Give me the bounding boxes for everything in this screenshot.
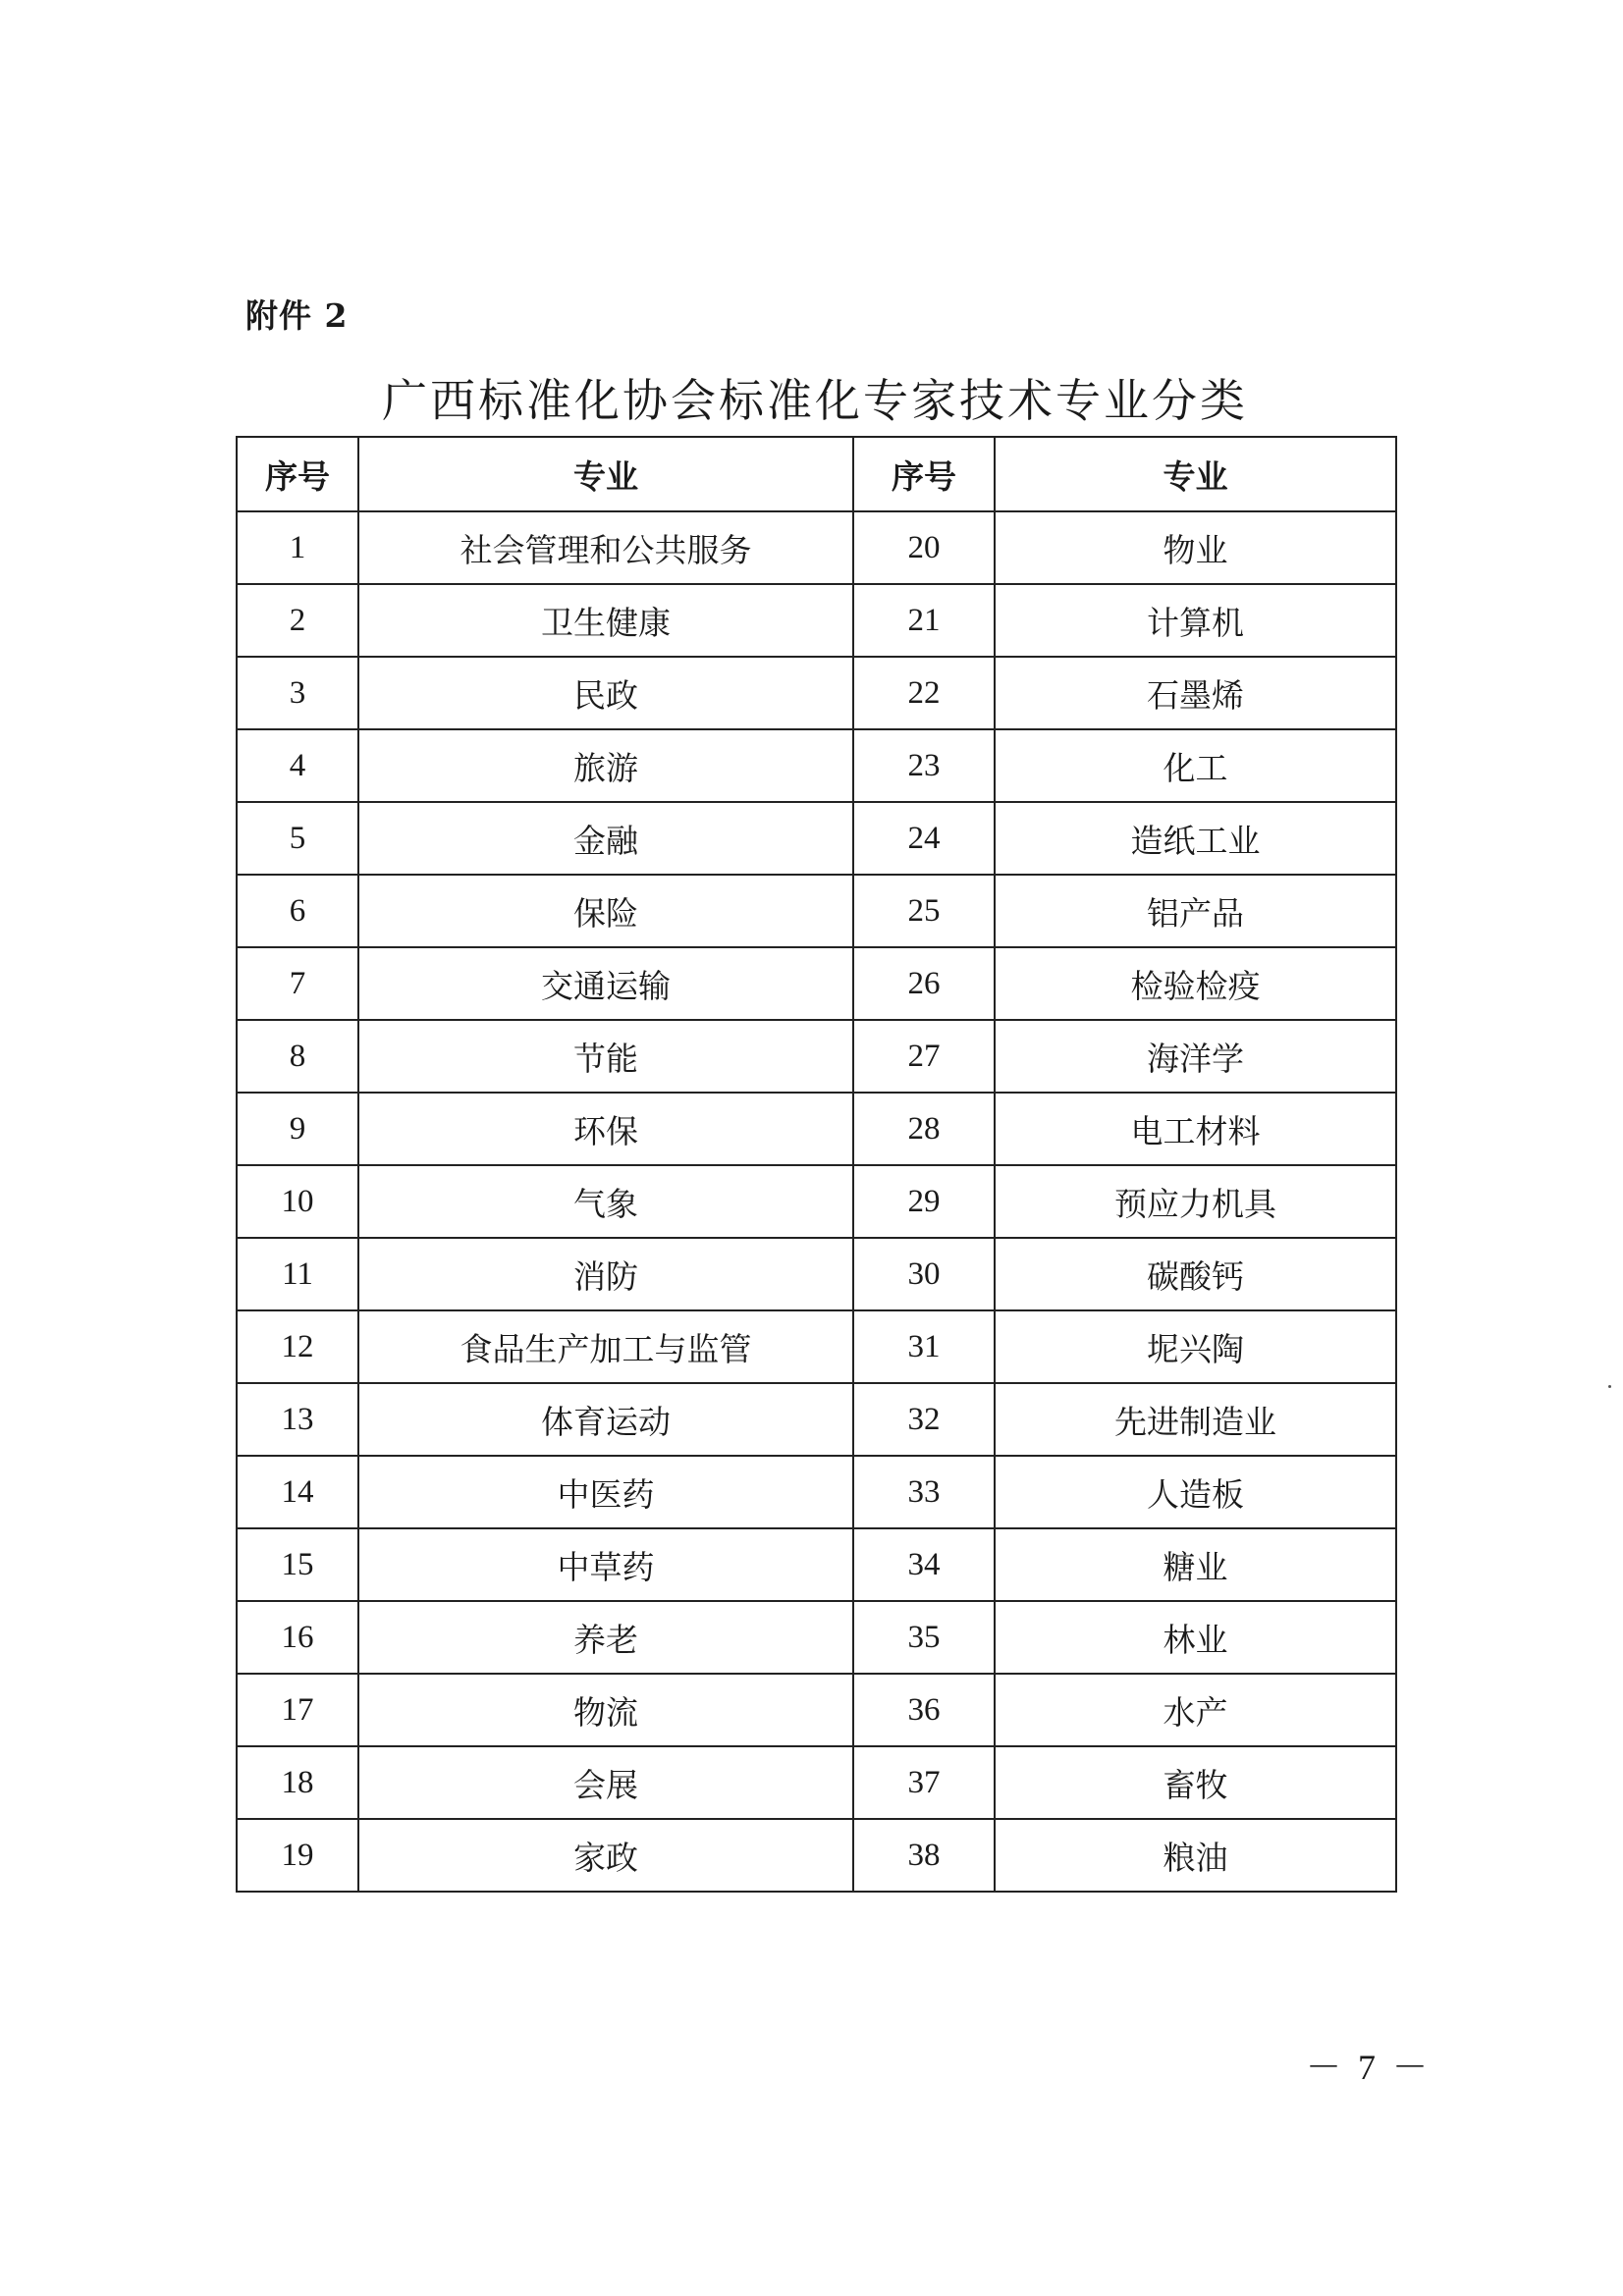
cell-seq-left: 12 — [237, 1310, 358, 1383]
cell-seq-left: 13 — [237, 1383, 358, 1456]
cell-specialty-left: 消防 — [358, 1238, 853, 1310]
cell-specialty-right: 计算机 — [995, 584, 1396, 657]
table-row — [237, 802, 1396, 875]
cell-specialty-left: 交通运输 — [358, 947, 853, 1020]
cell-specialty-right: 石墨烯 — [995, 657, 1396, 729]
table-row — [237, 1093, 1396, 1165]
cell-seq-left: 4 — [237, 729, 358, 802]
cell-specialty-left: 中医药 — [358, 1456, 853, 1528]
cell-specialty-right: 碳酸钙 — [995, 1238, 1396, 1310]
table-row — [237, 1746, 1396, 1819]
cell-specialty-left: 物流 — [358, 1674, 853, 1746]
cell-seq-left: 17 — [237, 1674, 358, 1746]
cell-seq-left: 7 — [237, 947, 358, 1020]
cell-seq-left: 2 — [237, 584, 358, 657]
cell-seq-left: 14 — [237, 1456, 358, 1528]
cell-seq-left: 9 — [237, 1093, 358, 1165]
cell-seq-right: 26 — [853, 947, 995, 1020]
cell-specialty-left: 养老 — [358, 1601, 853, 1674]
cell-seq-right: 38 — [853, 1819, 995, 1892]
cell-specialty-right: 糖业 — [995, 1528, 1396, 1601]
table-header-row — [237, 437, 1396, 511]
table-row — [237, 1020, 1396, 1093]
cell-seq-right: 29 — [853, 1165, 995, 1238]
cell-specialty-left: 保险 — [358, 875, 853, 947]
cell-seq-left: 16 — [237, 1601, 358, 1674]
table-row — [237, 1456, 1396, 1528]
cell-specialty-right: 化工 — [995, 729, 1396, 802]
cell-specialty-left: 旅游 — [358, 729, 853, 802]
table-row — [237, 729, 1396, 802]
cell-seq-right: 36 — [853, 1674, 995, 1746]
cell-specialty-left: 环保 — [358, 1093, 853, 1165]
cell-seq-right: 23 — [853, 729, 995, 802]
cell-specialty-right: 预应力机具 — [995, 1165, 1396, 1238]
cell-seq-right: 28 — [853, 1093, 995, 1165]
cell-specialty-right: 畜牧 — [995, 1746, 1396, 1819]
cell-seq-right: 34 — [853, 1528, 995, 1601]
table-row — [237, 511, 1396, 584]
table-row — [237, 947, 1396, 1020]
cell-specialty-right: 检验检疫 — [995, 947, 1396, 1020]
cell-seq-left: 10 — [237, 1165, 358, 1238]
cell-specialty-right: 铝产品 — [995, 875, 1396, 947]
header-seq-right: 序号 — [853, 437, 995, 511]
cell-seq-left: 3 — [237, 657, 358, 729]
page-number: － 7 － — [1306, 2048, 1433, 2087]
cell-seq-right: 21 — [853, 584, 995, 657]
cell-seq-left: 19 — [237, 1819, 358, 1892]
table-row — [237, 875, 1396, 947]
table-row — [237, 1819, 1396, 1892]
table-row — [237, 584, 1396, 657]
cell-specialty-left: 食品生产加工与监管 — [358, 1310, 853, 1383]
table-row — [237, 1601, 1396, 1674]
cell-specialty-left: 节能 — [358, 1020, 853, 1093]
table-row — [237, 1165, 1396, 1238]
cell-seq-left: 8 — [237, 1020, 358, 1093]
cell-specialty-left: 体育运动 — [358, 1383, 853, 1456]
table-row — [237, 1528, 1396, 1601]
header-seq-left: 序号 — [237, 437, 358, 511]
table-row — [237, 1383, 1396, 1456]
cell-seq-right: 32 — [853, 1383, 995, 1456]
table-row — [237, 1238, 1396, 1310]
cell-specialty-right: 粮油 — [995, 1819, 1396, 1892]
cell-specialty-right: 物业 — [995, 511, 1396, 584]
cell-seq-right: 24 — [853, 802, 995, 875]
cell-specialty-right: 造纸工业 — [995, 802, 1396, 875]
cell-specialty-left: 会展 — [358, 1746, 853, 1819]
table-row — [237, 1674, 1396, 1746]
cell-seq-right: 30 — [853, 1238, 995, 1310]
cell-seq-right: 22 — [853, 657, 995, 729]
cell-specialty-right: 先进制造业 — [995, 1383, 1396, 1456]
cell-specialty-left: 金融 — [358, 802, 853, 875]
cell-specialty-left: 民政 — [358, 657, 853, 729]
cell-seq-left: 18 — [237, 1746, 358, 1819]
cell-seq-left: 11 — [237, 1238, 358, 1310]
cell-specialty-right: 人造板 — [995, 1456, 1396, 1528]
cell-specialty-right: 海洋学 — [995, 1020, 1396, 1093]
cell-specialty-right: 水产 — [995, 1674, 1396, 1746]
cell-seq-right: 25 — [853, 875, 995, 947]
cell-specialty-right: 电工材料 — [995, 1093, 1396, 1165]
header-specialty-right: 专业 — [995, 437, 1396, 511]
cell-seq-left: 1 — [237, 511, 358, 584]
cell-specialty-right: 林业 — [995, 1601, 1396, 1674]
header-specialty-left: 专业 — [358, 437, 853, 511]
cell-specialty-right: 坭兴陶 — [995, 1310, 1396, 1383]
document-title: 广西标准化协会标准化专家技术专业分类 — [382, 374, 1248, 427]
cell-seq-left: 15 — [237, 1528, 358, 1601]
cell-specialty-left: 卫生健康 — [358, 584, 853, 657]
cell-specialty-left: 中草药 — [358, 1528, 853, 1601]
table-row — [237, 1310, 1396, 1383]
specialty-table — [236, 436, 1397, 1893]
cell-seq-left: 5 — [237, 802, 358, 875]
cell-seq-right: 31 — [853, 1310, 995, 1383]
cell-specialty-left: 家政 — [358, 1819, 853, 1892]
scan-speck — [1608, 1385, 1611, 1388]
cell-seq-right: 35 — [853, 1601, 995, 1674]
cell-seq-right: 27 — [853, 1020, 995, 1093]
cell-seq-right: 33 — [853, 1456, 995, 1528]
cell-specialty-left: 气象 — [358, 1165, 853, 1238]
cell-seq-left: 6 — [237, 875, 358, 947]
attachment-label: 附件 2 — [245, 296, 349, 335]
table-row — [237, 657, 1396, 729]
cell-seq-right: 20 — [853, 511, 995, 584]
cell-specialty-left: 社会管理和公共服务 — [358, 511, 853, 584]
table-body — [237, 511, 1396, 1892]
cell-seq-right: 37 — [853, 1746, 995, 1819]
